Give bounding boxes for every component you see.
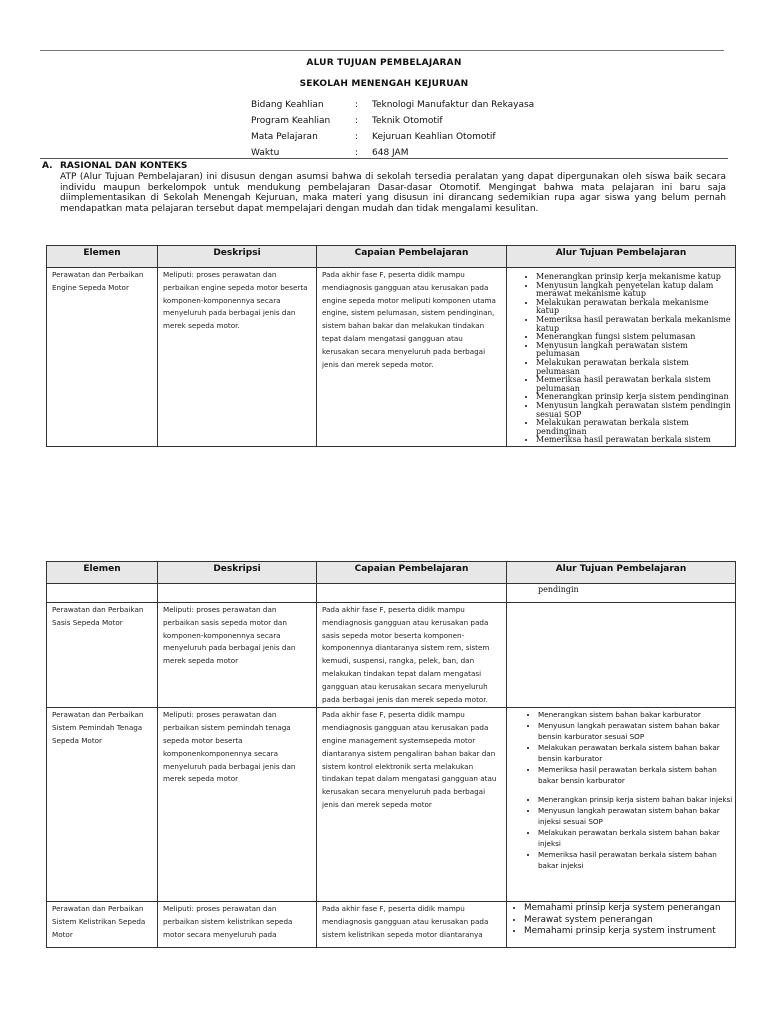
atp-table-2 [46, 561, 736, 948]
list-item: • Menerangkan sistem bahan bakar karburator [538, 709, 734, 720]
meta-row [251, 97, 572, 113]
meta-value: Kejuruan Keahlian Otomotif [372, 132, 496, 142]
table-row [47, 268, 736, 447]
header-deskripsi: Deskripsi [158, 562, 317, 584]
table-header-row [47, 246, 736, 268]
cell-deskripsi: Meliputi: proses perawatan dan perbaikan sistem kelistrikan sepeda motor secara menyeluruh pada [163, 904, 293, 939]
list-item: • Merawat system penerangan [524, 915, 734, 927]
meta-key: Bidang Keahlian [251, 100, 324, 110]
cell-elemen: Perawatan dan Perbaikan Sasis Sepeda Motor [52, 605, 144, 627]
section-a-paragraph: ATP (Alur Tujuan Pembelajaran) ini disusun dengan asumsi bahwa di sekolah tersedia peralatan yang dapat dipergunakan oleh siswa baik secara individu maupun berkelompok untuk mendukung pembelajaran Dasar-dasar Otomotif. Mengingat bahwa mata pelajaran ini baru saja diimplementasikan di Sekolah Menengah Kejuruan, maka materi yang disusun ini dirancang sedemikian rupa agar siswa yang belum pernah mendapatkan mata pelajaran tersebut dapat mempelajari dengan mudah dan tidak mengalami kesulitan. [60, 172, 726, 214]
alur-list [508, 903, 734, 938]
section-rule [40, 158, 728, 159]
cell-capaian: Pada akhir fase F, peserta didik mampu mendiagnosis gangguan atau kerusakan pada sistem kelistrikan sepeda motor diantaranya [322, 904, 489, 939]
list-item: • Memahami prinsip kerja system penerangan [524, 903, 734, 915]
list-item: • Menyusun langkah perawatan sistem pelumasan [536, 342, 734, 359]
header-capaian: Capaian Pembelajaran [317, 562, 507, 584]
cell-elemen: Perawatan dan Perbaikan Sistem Kelistrikan Sepeda Motor [52, 904, 146, 939]
header-alur: Alur Tujuan Pembelajaran [507, 246, 736, 268]
meta-info [251, 97, 572, 161]
cell-capaian: Pada akhir fase F, peserta didik mampu mendiagnosis gangguan atau kerusakan pada sasis sepeda motor beserta komponen-komponennya diantaranya sistem rem, sistem kemudi, suspensi, rangka, pelek, ban, dan melakukan tindakan tepat dalam mengatasi gangguan atau kerusakan secara menyeluruh pada berbagai jenis dan merek sepeda motor. [322, 605, 490, 704]
meta-key: Waktu [251, 148, 280, 158]
document-title: ALUR TUJUAN PEMBELAJARAN [306, 58, 462, 68]
header-deskripsi: Deskripsi [158, 246, 317, 268]
document-subtitle: SEKOLAH MENENGAH KEJURUAN [299, 79, 469, 89]
meta-key: Program Keahlian [251, 116, 331, 126]
cell-deskripsi: Meliputi: proses perawatan dan perbaikan engine sepeda motor beserta komponen-komponennya secara menyeluruh pada berbagai jenis dan merek sepeda motor. [163, 270, 308, 331]
table-row [47, 708, 736, 902]
list-item: • Memeriksa hasil perawatan berkala sistem bahan bakar bensin karburator [538, 764, 734, 786]
header-alur: Alur Tujuan Pembelajaran [507, 562, 736, 584]
meta-colon: : [355, 100, 359, 110]
table-row [47, 603, 736, 708]
list-item: • Melakukan perawatan berkala sistem pelumasan [536, 359, 734, 376]
meta-key: Mata Pelajaran [251, 132, 318, 142]
cell-elemen: Perawatan dan Perbaikan Engine Sepeda Motor [52, 270, 144, 292]
section-number: A. [42, 161, 53, 171]
list-item: • Memeriksa hasil perawatan berkala mekanisme katup [536, 316, 734, 333]
list-item: • Menerangkan prinsip kerja sistem bahan bakar injeksi [538, 794, 734, 805]
list-spacer [538, 786, 734, 794]
meta-colon: : [355, 116, 359, 126]
meta-row [251, 129, 572, 145]
meta-value: 648 JAM [372, 148, 409, 158]
atp-table-1 [46, 245, 736, 447]
list-item: • Melakukan perawatan berkala sistem bahan bakar injeksi [538, 827, 734, 849]
cell-deskripsi: Meliputi: proses perawatan dan perbaikan sistem pemindah tenaga sepeda motor beserta komponenkomponennya secara menyeluruh pada berbagai jenis dan merek sepeda motor [163, 710, 296, 784]
list-item: • Memeriksa hasil perawatan berkala sistem pelumasan [536, 376, 734, 393]
list-item: • Melakukan perawatan berkala mekanisme katup [536, 299, 734, 316]
list-item: • Memeriksa hasil perawatan berkala sistem [536, 436, 734, 445]
meta-value: Teknik Otomotif [372, 116, 443, 126]
header-elemen: Elemen [47, 562, 158, 584]
meta-row [251, 113, 572, 129]
list-item: • Menyusun langkah perawatan sistem bahan bakar bensin karburator sesuai SOP [538, 720, 734, 742]
list-item: • Melakukan perawatan berkala sistem bahan bakar bensin karburator [538, 742, 734, 764]
meta-value: Teknologi Manufaktur dan Rekayasa [372, 100, 535, 110]
section-title: RASIONAL DAN KONTEKS [60, 161, 188, 171]
meta-colon: : [355, 132, 359, 142]
meta-colon: : [355, 148, 359, 158]
header-elemen: Elemen [47, 246, 158, 268]
list-item: • Menyusun langkah perawatan sistem pendingin sesuai SOP [536, 402, 734, 419]
list-item: • Memahami prinsip kerja system instrument [524, 926, 734, 938]
list-item: • Melakukan perawatan berkala sistem pendinginan [536, 419, 734, 436]
cell-capaian: Pada akhir fase F, peserta didik mampu mendiagnosis gangguan atau kerusakan pada engine management systemsepeda motor diantaranya sistem pengaliran bahan bakar dan sistem kontrol elektronik serta melakukan tindakan tepat dalam mengatasi gangguan atau kerusakan secara menyeluruh pada berbagai jenis dan merek sepeda motor [322, 710, 497, 809]
alur-list [508, 273, 734, 445]
section-a-heading [42, 161, 187, 171]
list-item: • Menyusun langkah penyetelan katup dalam merawat mekanisme katup [536, 282, 734, 299]
list-item: • Memeriksa hasil perawatan berkala sistem bahan bakar injeksi [538, 849, 734, 871]
list-item: • Menyusun langkah perawatan sistem bahan bakar injeksi sesuai SOP [538, 805, 734, 827]
cell-deskripsi: Meliputi: proses perawatan dan perbaikan sasis sepeda motor dan komponen-komponennya secara menyeluruh pada berbagai jenis dan merek sepeda motor [163, 605, 296, 666]
continuation-text: pendingin [538, 585, 579, 594]
cell-elemen: Perawatan dan Perbaikan Sistem Pemindah Tenaga Sepeda Motor [52, 710, 144, 745]
table-row [47, 902, 736, 948]
table-header-row [47, 562, 736, 584]
cell-capaian: Pada akhir fase F, peserta didik mampu mendiagnosis gangguan atau kerusakan pada engine sepeda motor meliputi komponen utama engine, sistem pelumasan, sistem pendinginan, sistem bahan bakar dan melakukan tindakan tepat dalam mengatasi gangguan atau kerusakan secara menyeluruh pada berbagai jenis dan merek sepeda motor. [322, 270, 496, 369]
table-row-continuation [47, 584, 736, 603]
alur-list [508, 709, 734, 871]
header-capaian: Capaian Pembelajaran [317, 246, 507, 268]
list-item: • Menerangkan prinsip kerja mekanisme katup [536, 273, 734, 282]
top-rule [40, 50, 724, 51]
list-item: • Menerangkan fungsi sistem pelumasan [536, 333, 734, 342]
list-item: • Menerangkan prinsip kerja sistem pendinginan [536, 393, 734, 402]
